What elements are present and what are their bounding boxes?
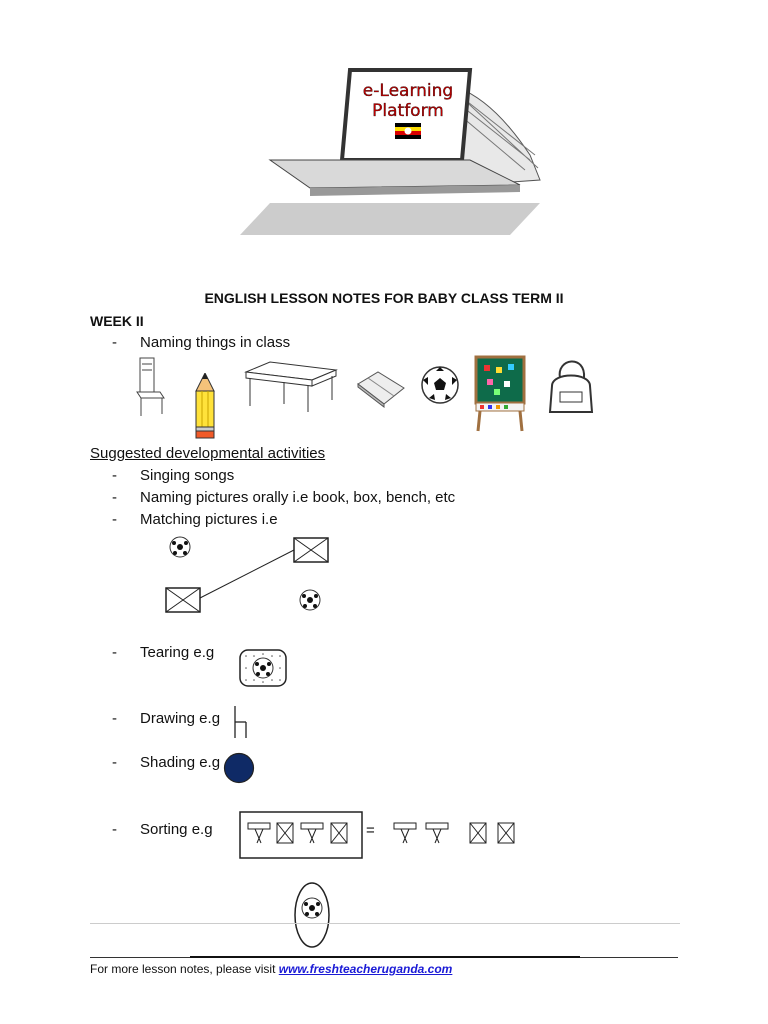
footer-rule-bold [190, 956, 580, 958]
chair-icon [132, 356, 168, 418]
activity-item: - Singing songs [112, 467, 235, 484]
footer-text: For more lesson notes, please visit [90, 962, 279, 976]
drawing-item: - Drawing e.g [112, 710, 221, 727]
e-learning-logo [230, 60, 550, 240]
shaded-circle-icon [222, 752, 256, 784]
bag-icon [546, 352, 596, 416]
torn-ball-icon [238, 648, 288, 688]
ball-icon [300, 590, 320, 610]
sorting-item: - Sorting e.g [112, 821, 213, 838]
table-icon [244, 360, 338, 414]
bench-icon [426, 823, 448, 843]
ball-icon [170, 537, 190, 557]
uganda-flag-icon [395, 123, 421, 139]
ball-icon [420, 365, 460, 405]
matching-diagram [160, 532, 340, 622]
tearing-item: - Tearing e.g [112, 644, 215, 661]
box-icon [498, 823, 514, 843]
bench-icon [394, 823, 416, 843]
box-icon [294, 538, 328, 562]
box-icon [166, 588, 200, 612]
activity-item: - Matching pictures i.e [112, 511, 278, 528]
logo-line1: e-Learning [362, 81, 454, 101]
equals-sign: = [366, 822, 375, 839]
page-title: ENGLISH LESSON NOTES FOR BABY CLASS TERM II [204, 290, 564, 306]
activities-heading: Suggested developmental activities [90, 445, 326, 462]
box-icon [470, 823, 486, 843]
chair-outline-icon [232, 705, 248, 739]
shading-item: - Shading e.g [112, 754, 221, 771]
activity-item: - Naming pictures orally i.e book, box, bench, etc [112, 489, 456, 506]
page-divider [90, 923, 680, 924]
footer [90, 962, 452, 976]
naming-item: - Naming things in class [112, 334, 291, 351]
sorting-diagram [238, 810, 528, 862]
week-label: WEEK II [90, 313, 144, 329]
book-icon [356, 370, 406, 408]
pencil-icon [193, 373, 217, 439]
footer-link[interactable]: www.freshteacheruganda.com [278, 962, 453, 976]
ball-oval-icon [292, 880, 332, 950]
blackboard-icon [474, 355, 526, 433]
logo-line2: Platform [372, 101, 444, 121]
